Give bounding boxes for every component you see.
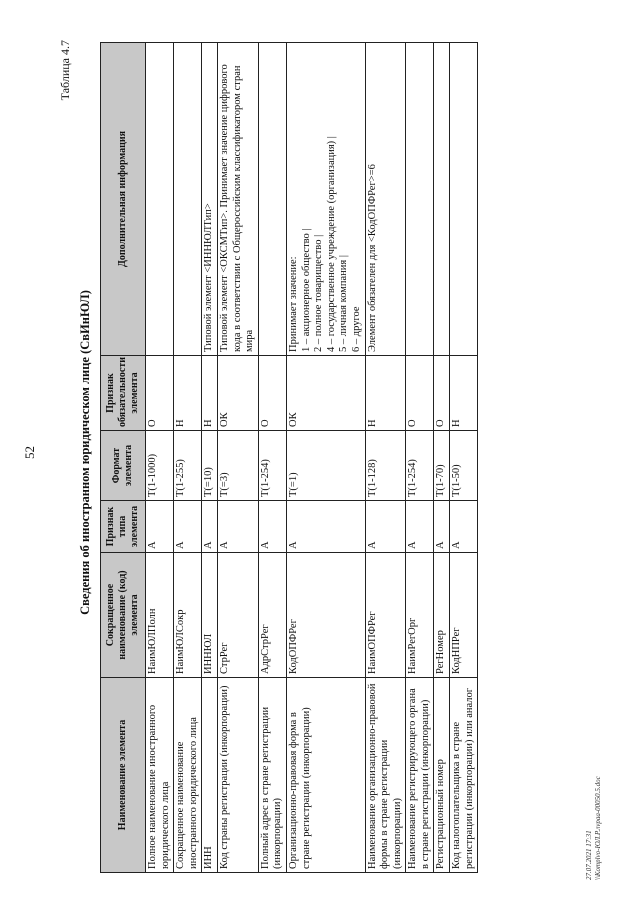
cell-format: Т(1-128)	[365, 431, 406, 501]
cell-name: Организационно-правовая форма в стране регистрации (инкорпорации)	[286, 678, 365, 873]
cell-code: НаимЮЛСокр	[174, 553, 202, 678]
table-title: Сведения об иностранном юридическом лице (СвИнЮЛ)	[78, 290, 92, 615]
cell-format: Т(=3)	[217, 431, 258, 501]
opf-value-item: 2 – полное товарищество |	[313, 234, 325, 352]
cell-type: А	[434, 501, 450, 553]
cell-code: НаимРегОрг	[406, 553, 434, 678]
table-row	[174, 43, 202, 873]
cell-code: КодНПРег	[450, 553, 478, 678]
cell-name: Регистрационный номер	[434, 678, 450, 873]
cell-type: А	[286, 501, 365, 553]
cell-info: Типовой элемент <ИННЮЛТип>	[202, 43, 218, 356]
opf-value-item: 5 – личная компания |	[338, 255, 350, 352]
cell-required: О	[146, 356, 174, 431]
cell-code: СтрРег	[217, 553, 258, 678]
header-required: Признак обязательности элемента	[101, 356, 146, 431]
opf-value-item: 6 – другое	[350, 306, 362, 352]
header-info: Дополнительная информация	[101, 43, 146, 356]
cell-type: А	[450, 501, 478, 553]
cell-required: ОК	[286, 356, 365, 431]
cell-name: Наименование организационно-правовой формы в стране регистрации (инкорпорации)	[365, 678, 406, 873]
cell-info	[406, 43, 434, 356]
cell-name: Полный адрес в стране регистрации (инкорпорации)	[258, 678, 286, 873]
cell-type: А	[146, 501, 174, 553]
cell-info	[434, 43, 450, 356]
opf-value-item: 1 – акционерное общество |	[300, 228, 312, 352]
opf-values-intro: Принимает значение:	[287, 256, 299, 352]
cell-required: О	[258, 356, 286, 431]
cell-name: Код страны регистрации (инкорпорации)	[217, 678, 258, 873]
cell-format: Т(1-254)	[406, 431, 434, 501]
cell-name: Сокращенное наименование иностранного юридического лица	[174, 678, 202, 873]
cell-type: А	[258, 501, 286, 553]
cell-format: Т(=1)	[286, 431, 365, 501]
cell-format: Т(1-1000)	[146, 431, 174, 501]
cell-code: НаимЮЛПолн	[146, 553, 174, 678]
footer-filepath: \\Komplvo-ЮЛ.P.лvpaa-00050.5.doc	[593, 776, 602, 880]
cell-type: А	[406, 501, 434, 553]
cell-code: АдрСтрРег	[258, 553, 286, 678]
cell-name: ИНН	[202, 678, 218, 873]
cell-info	[258, 43, 286, 356]
table-row	[258, 43, 286, 873]
header-name: Наименование элемента	[101, 678, 146, 873]
cell-format: Т(1-254)	[258, 431, 286, 501]
table-row	[217, 43, 258, 873]
table-header-row	[101, 43, 146, 873]
cell-name: Наименование регистрирующего органа в стране регистрации (инкорпорации)	[406, 678, 434, 873]
table-row	[286, 43, 365, 873]
page-number: 52	[22, 446, 37, 459]
table-row	[146, 43, 174, 873]
cell-info-opf-values	[286, 43, 365, 356]
cell-info: Типовой элемент <ОКСМТип>. Принимает значение цифрового кода в соответствии с Общероссийским классификатором стран мира	[217, 43, 258, 356]
cell-format: Т(1-50)	[450, 431, 478, 501]
table-row	[406, 43, 434, 873]
cell-info	[146, 43, 174, 356]
header-format: Формат элемента	[101, 431, 146, 501]
cell-type: А	[365, 501, 406, 553]
table-row	[450, 43, 478, 873]
header-type: Признак типа элемента	[101, 501, 146, 553]
cell-code: ИННЮЛ	[202, 553, 218, 678]
cell-type: А	[217, 501, 258, 553]
cell-code: РегНомер	[434, 553, 450, 678]
cell-required: О	[406, 356, 434, 431]
cell-info	[174, 43, 202, 356]
cell-format: Т(=10)	[202, 431, 218, 501]
cell-required: О	[434, 356, 450, 431]
cell-required: Н	[202, 356, 218, 431]
cell-code: НаимОПФРег	[365, 553, 406, 678]
cell-format: Т(1-70)	[434, 431, 450, 501]
table-row	[202, 43, 218, 873]
file-footer	[585, 776, 603, 880]
cell-required: Н	[450, 356, 478, 431]
cell-required: ОК	[217, 356, 258, 431]
cell-name: Код налогоплательщика в стране регистрации (инкорпорации) или аналог	[450, 678, 478, 873]
header-code: Сокращенное наименование (код) элемента	[101, 553, 146, 678]
cell-required: Н	[365, 356, 406, 431]
elements-table	[100, 42, 478, 873]
cell-info	[450, 43, 478, 356]
cell-code: КодОПФРег	[286, 553, 365, 678]
footer-timestamp: 27.07.2021 17:31	[585, 830, 593, 880]
cell-required: Н	[174, 356, 202, 431]
cell-type: А	[202, 501, 218, 553]
cell-type: А	[174, 501, 202, 553]
opf-value-item: 4 – государственное учреждение (организация) |	[325, 136, 337, 352]
cell-format: Т(1-255)	[174, 431, 202, 501]
cell-info: Элемент обязателен для <КодОПФРег>=6	[365, 43, 406, 356]
cell-name: Полное наименование иностранного юридического лица	[146, 678, 174, 873]
table-label: Таблица 4.7	[58, 40, 72, 101]
table-row	[365, 43, 406, 873]
table-row	[434, 43, 450, 873]
